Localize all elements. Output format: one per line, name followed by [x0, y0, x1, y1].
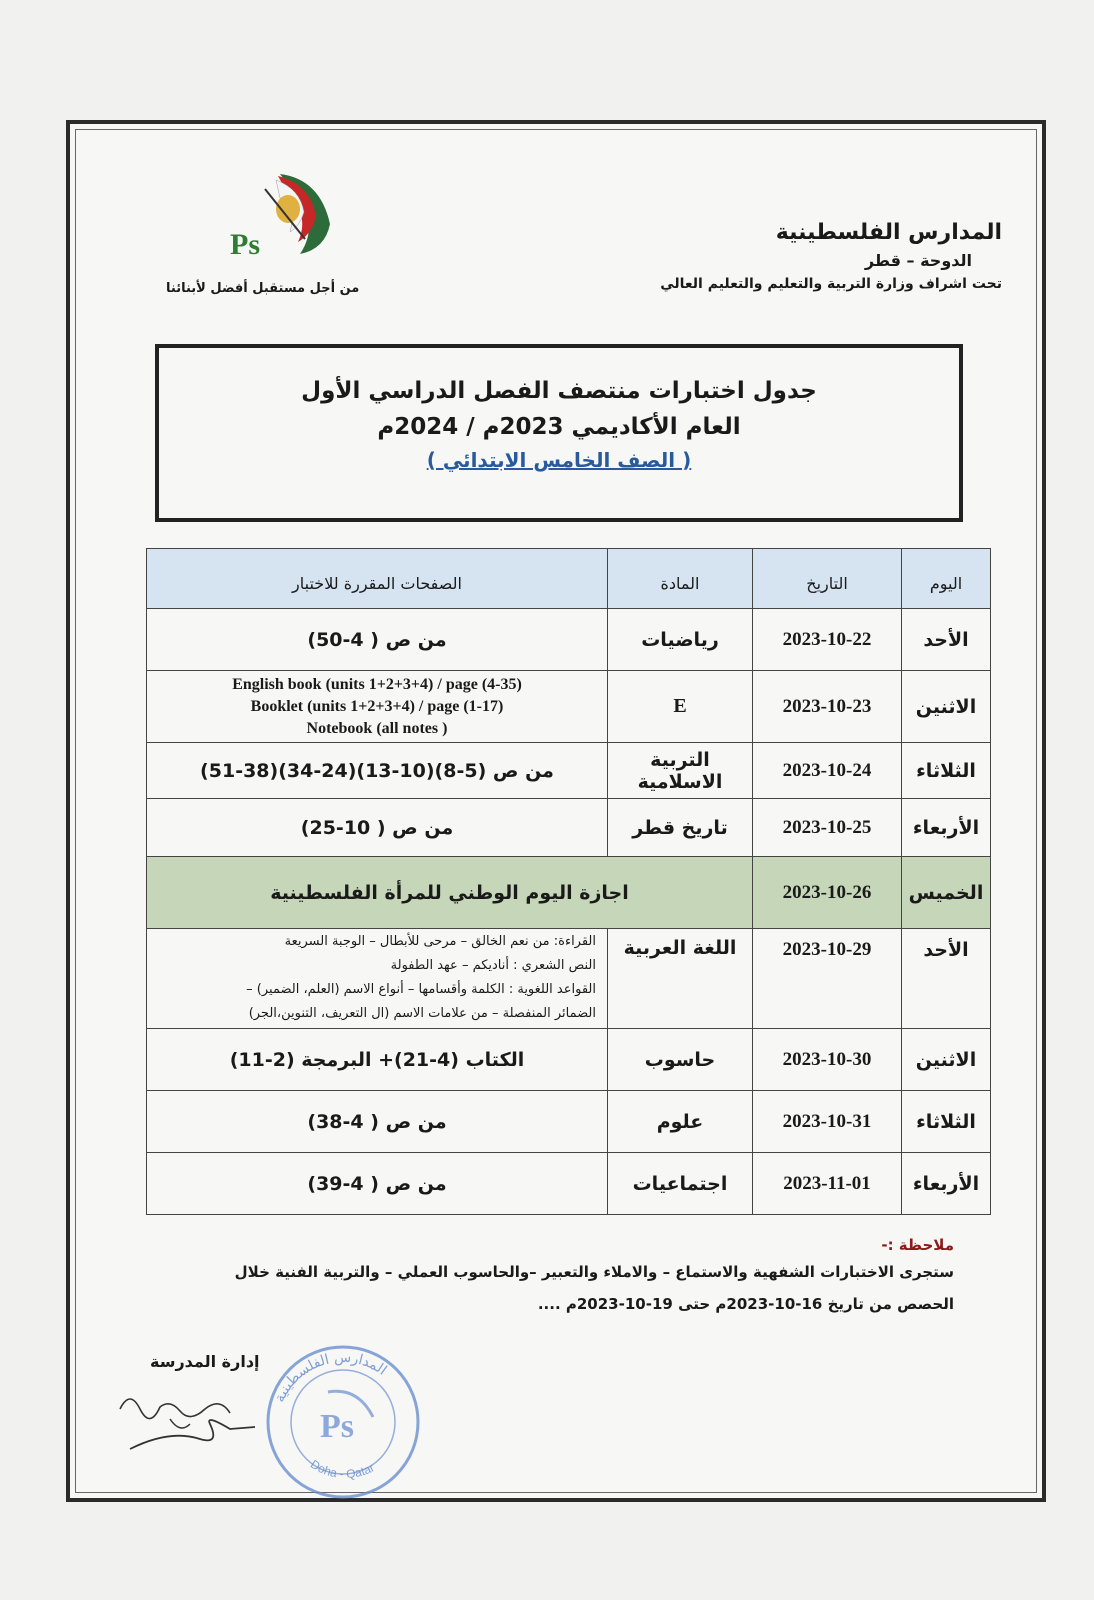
row-pages: من ص (5-8)(10-13)(24-34)(38-51) — [147, 743, 608, 799]
table-row — [147, 1091, 991, 1153]
row-pages — [147, 929, 608, 1029]
row-day: الثلاثاء — [902, 743, 991, 799]
holiday-row — [147, 857, 991, 929]
table-header-row — [147, 549, 991, 609]
row-subject: رياضيات — [608, 609, 753, 671]
row-subject: اجتماعيات — [608, 1153, 753, 1215]
schedule-title: جدول اختبارات منتصف الفصل الدراسي الأول — [301, 378, 817, 404]
table-row — [147, 1153, 991, 1215]
row-subject: علوم — [608, 1091, 753, 1153]
row-day: الاثنين — [902, 671, 991, 743]
academic-year: العام الأكاديمي 2023م / 2024م — [377, 414, 741, 440]
header-subject: المادة — [608, 549, 753, 609]
row-day: الأحد — [902, 609, 991, 671]
reading-line: القراءة: من نعم الخالق – مرحى للأبطال – الوجبة السريعة — [284, 934, 596, 949]
row-subject: التربية الاسلامية — [608, 743, 753, 799]
row-pages: من ص ( 4-50) — [147, 609, 608, 671]
table-row — [147, 671, 991, 743]
row-pages: من ص ( 10-25) — [147, 799, 608, 857]
table-row — [147, 743, 991, 799]
row-pages — [147, 671, 608, 743]
row-date: 2023-10-26 — [753, 857, 902, 929]
svg-text:Ps: Ps — [230, 228, 260, 261]
grade-label: ( الصف الخامس الابتدائي ) — [426, 448, 692, 472]
row-day: الأربعاء — [902, 799, 991, 857]
row-date: 2023-10-23 — [753, 671, 902, 743]
school-name: المدارس الفلسطينية — [775, 220, 1002, 245]
booklet-line: Booklet (units 1+2+3+4) / page (1-17) — [250, 697, 504, 715]
row-pages: من ص ( 4-39) — [147, 1153, 608, 1215]
row-date: 2023-11-01 — [753, 1153, 902, 1215]
row-date: 2023-10-24 — [753, 743, 902, 799]
row-date: 2023-10-31 — [753, 1091, 902, 1153]
row-day: الثلاثاء — [902, 1091, 991, 1153]
note-line-2: الحصص من تاريخ 16-10-2023م حتى 19-10-2023م .... — [537, 1295, 954, 1313]
svg-text:Doha - Qatar: Doha - Qatar — [308, 1456, 377, 1482]
row-day: الأحد — [902, 929, 991, 1029]
row-day: الاثنين — [902, 1029, 991, 1091]
table-row — [147, 799, 991, 857]
school-stamp — [248, 1332, 438, 1502]
grammar-line: القواعد اللغوية : الكلمة وأقسامها – أنواع الاسم (العلم، الضمير) – — [246, 982, 596, 997]
row-subject: اللغة العربية — [608, 929, 753, 1029]
row-date: 2023-10-30 — [753, 1029, 902, 1091]
row-day: الخميس — [902, 857, 991, 929]
row-subject: E — [608, 671, 753, 743]
notebook-line: Notebook (all notes ) — [306, 719, 448, 737]
exam-schedule-table — [146, 548, 991, 1215]
school-header — [660, 220, 1002, 292]
note-line-1: ستجرى الاختبارات الشفهية والاستماع – والاملاء والتعبير –والحاسوب العملي – والتربية الفنية خلال — [234, 1263, 954, 1281]
row-date: 2023-10-25 — [753, 799, 902, 857]
school-slogan: من أجل مستقبل أفضل لأبنائنا — [166, 281, 360, 296]
note-section — [154, 1236, 954, 1318]
ministry-line: تحت اشراف وزارة التربية والتعليم والتعليم العالي — [660, 276, 1002, 292]
table-row — [147, 1029, 991, 1091]
signature — [110, 1379, 270, 1459]
title-box — [155, 344, 963, 522]
row-date: 2023-10-22 — [753, 609, 902, 671]
row-subject: حاسوب — [608, 1029, 753, 1091]
table-row — [147, 609, 991, 671]
header-date: التاريخ — [753, 549, 902, 609]
svg-text:Ps: Ps — [320, 1408, 354, 1445]
poetry-line: النص الشعري : أناديكم – عهد الطفولة — [390, 958, 596, 973]
row-pages: من ص ( 4-38) — [147, 1091, 608, 1153]
school-city: الدوحة – قطر — [864, 251, 972, 270]
document-sheet — [66, 120, 1046, 1502]
row-subject: تاريخ قطر — [608, 799, 753, 857]
school-administration-label: إدارة المدرسة — [150, 1352, 260, 1371]
holiday-label: اجازة اليوم الوطني للمرأة الفلسطينية — [147, 857, 753, 929]
pronouns-line: الضمائر المنفصلة – من علامات الاسم (ال التعريف، التنوين،الجر) — [248, 1006, 596, 1021]
svg-text:المدارس الفلسطينية: المدارس الفلسطينية — [271, 1349, 390, 1405]
english-book-line: English book (units 1+2+3+4) / page (4-35) — [232, 675, 522, 693]
note-label: ملاحظة :- — [881, 1236, 954, 1254]
header-day: اليوم — [902, 549, 991, 609]
row-day: الأربعاء — [902, 1153, 991, 1215]
table-row — [147, 929, 991, 1029]
school-logo — [220, 154, 350, 264]
row-pages: الكتاب (4-21)+ البرمجة (2-11) — [147, 1029, 608, 1091]
header-pages: الصفحات المقررة للاختبار — [147, 549, 608, 609]
row-date: 2023-10-29 — [753, 929, 902, 1029]
